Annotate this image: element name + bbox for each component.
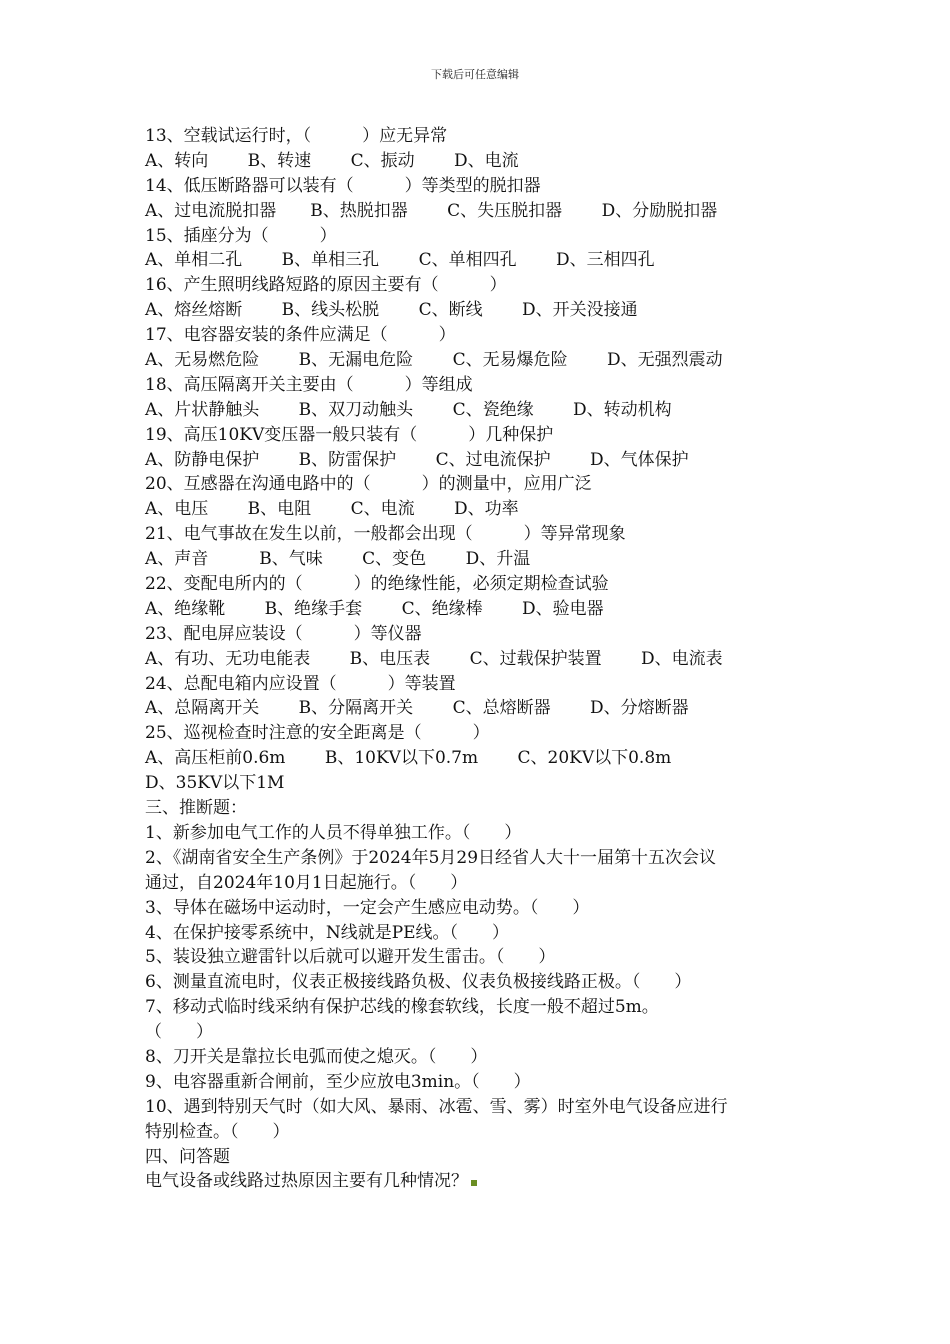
question-14-options: A、过电流脱扣器 B、热脱扣器 C、失压脱扣器 D、分励脱扣器 [145,200,718,221]
question-16-options: A、熔丝熔断 B、线头松脱 C、断线 D、开关没接通 [145,300,638,321]
page-header: 下载后可任意编辑 [431,68,519,81]
question-18: 18、高压隔离开关主要由（ ）等组成 [145,374,473,395]
judgement-9: 9、电容器重新合闸前，至少应放电3min。（ ） [145,1071,531,1092]
question-21: 21、电气事故在发生以前，一般都会出现（ ）等异常现象 [145,524,626,545]
question-16: 16、产生照明线路短路的原因主要有（ ） [145,275,507,296]
judgement-6: 6、测量直流电时，仪表正极接线路负极、仪表负极接线路正极。（ ） [145,972,692,993]
judgement-1: 1、新参加电气工作的人员不得单独工作。（ ） [145,822,522,843]
question-15-options: A、单相二孔 B、单相三孔 C、单相四孔 D、三相四孔 [145,250,655,271]
judgement-5: 5、装设独立避雷针以后就可以避开发生雷击。（ ） [145,947,556,968]
question-22: 22、变配电所内的（ ）的绝缘性能，必须定期检查试验 [145,574,609,595]
judgement-3: 3、导体在磁场中运动时，一定会产生感应电动势。（ ） [145,897,590,918]
judgement-10: 10、遇到特别天气时（如大风、暴雨、冰雹、雪、雾）时室外电气设备应进行 [145,1096,728,1117]
question-19: 19、高压10KV变压器一般只装有（ ）几种保护 [145,424,554,445]
section-heading-judgement: 三、推断题： [145,798,247,819]
text-cursor-mark [471,1180,477,1186]
question-13-options: A、转向 B、转速 C、振动 D、电流 [145,150,519,171]
section-heading-qa: 四、问答题 [145,1146,230,1167]
question-20: 20、互感器在沟通电路中的（ ）的测量中，应用广泛 [145,474,592,495]
judgement-10-cont: 特别检查。（ ） [145,1121,290,1142]
question-24-options: A、总隔离开关 B、分隔离开关 C、总熔断器 D、分熔断器 [145,698,689,719]
question-23: 23、配电屏应装设（ ）等仪器 [145,623,422,644]
question-15: 15、插座分为（ ） [145,225,337,246]
judgement-7-cont: （ ） [145,1022,213,1043]
qa-question-text: 电气设备或线路过热原因主要有几种情况？ [145,1171,468,1192]
question-25-options-cont: D、35KV以下1M [145,773,285,794]
question-17: 17、电容器安装的条件应满足（ ） [145,325,456,346]
question-19-options: A、防静电保护 B、防雷保护 C、过电流保护 D、气体保护 [145,449,689,470]
question-20-options: A、电压 B、电阻 C、电流 D、功率 [145,499,519,520]
question-25-options: A、高压柜前0.6m B、10KV以下0.7m C、20KV以下0.8m [145,748,672,769]
question-13: 13、空载试运行时，（ ）应无异常 [145,126,448,146]
judgement-2-cont: 通过，自2024年10月1日起施行。（ ） [145,872,468,893]
question-18-options: A、片状静触头 B、双刀动触头 C、瓷绝缘 D、转动机构 [145,399,672,420]
question-17-options: A、无易燃危险 B、无漏电危险 C、无易爆危险 D、无强烈震动 [145,350,723,371]
question-24: 24、总配电箱内应设置（ ）等装置 [145,673,456,694]
document-body [145,124,825,1194]
question-14: 14、低压断路器可以装有（ ）等类型的脱扣器 [145,175,541,196]
question-23-options: A、有功、无功电能表 B、电压表 C、过载保护装置 D、电流表 [145,648,723,669]
judgement-4: 4、在保护接零系统中，N线就是PE线。（ ） [145,922,510,943]
question-25: 25、巡视检查时注意的安全距离是（ ） [145,723,490,744]
question-21-options: A、声音 B、气味 C、变色 D、升温 [145,549,531,570]
question-22-options: A、绝缘靴 B、绝缘手套 C、绝缘棒 D、验电器 [145,598,604,619]
judgement-8: 8、刀开关是靠拉长电弧而使之熄灭。（ ） [145,1046,488,1067]
qa-question [145,1169,825,1194]
judgement-7: 7、移动式临时线采纳有保护芯线的橡套软线，长度一般不超过5m。 [145,997,659,1018]
judgement-2: 2、《湖南省安全生产条例》于2024年5月29日经省人大十一届第十五次会议 [145,847,717,868]
